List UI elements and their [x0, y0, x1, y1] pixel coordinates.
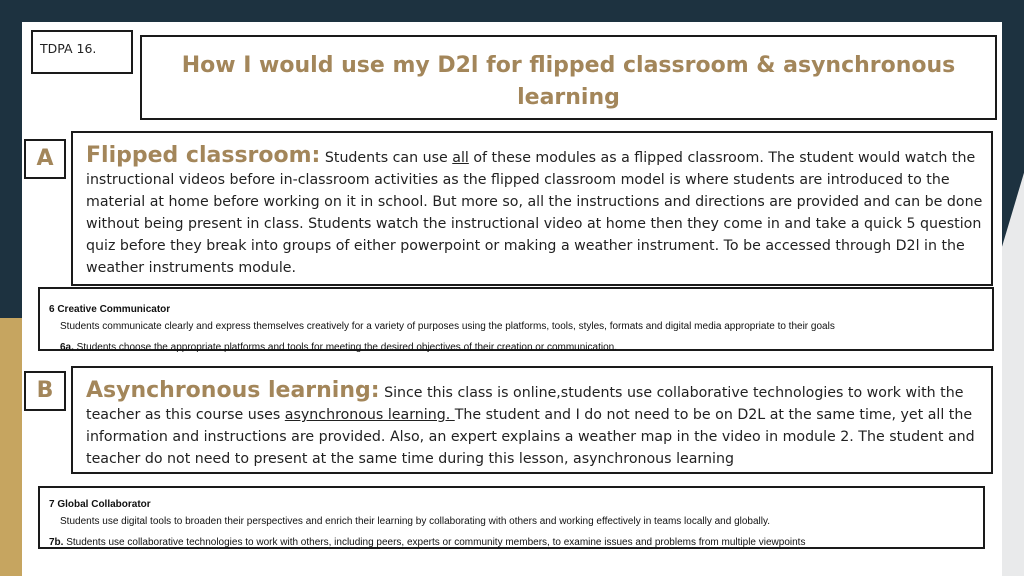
section-a-heading: Flipped classroom: [86, 143, 321, 168]
section-b-text-1: Since this class is online,students use collaborative technologies to work with the teacher as this course uses [86, 385, 964, 423]
section-a-underlined: all [452, 150, 469, 166]
standard-6-title: 6 Creative Communicator [49, 304, 171, 315]
section-b-letter: B [24, 371, 66, 411]
page-title: How I would use my D2l for flipped classroom & asynchronous learning [140, 35, 997, 120]
section-a-text-1: Students can use [320, 150, 453, 166]
standard-6a-text: Students choose the appropriate platforms and tools for meeting the desired objectives of their creation or communication. [73, 342, 617, 353]
section-b-text-2: The student and I do not need to be on D2L at the same time, yet all the information and instructions are provided. Also, an expert explains a weather map in the video in module 2. The student and teacher do not need to present at the same time during this lesson, asynchronous learning [86, 407, 975, 467]
standard-7-box [38, 486, 985, 549]
standard-7b-label: 7b. [49, 537, 64, 548]
section-a-text-2: of these modules as a flipped classroom. The student would watch the instructional videos before in-classroom activities as the flipped classroom model is where students are introduced to the material at home before working on it in school. But more so, all the instructions and directions are provided and can be done without being present in class. Students watch the instructional video at home then they come in and take a quick 5 question quiz before they break into groups of either powerpoint or making a weather instrument. To be accessed through D2l in the weather instruments module. [86, 150, 983, 276]
tag-label: TDPA 16. [31, 30, 133, 74]
section-b-body [71, 366, 993, 474]
standard-6-box [38, 287, 994, 351]
section-b-underlined: asynchronous learning. [284, 407, 455, 423]
standard-7-desc: Students use digital tools to broaden their perspectives and enrich their learning by collaborating with others and working effectively in teams locally and globally. [60, 516, 771, 527]
section-a-body [71, 131, 993, 286]
standard-7-title: 7 Global Collaborator [49, 499, 151, 510]
section-b-heading: Asynchronous learning: [86, 378, 380, 403]
section-a-letter: A [24, 139, 66, 179]
standard-6a-label: 6a. [60, 342, 74, 353]
standard-6-desc: Students communicate clearly and express themselves creatively for a variety of purposes using the platforms, tools, styles, formats and digital media appropriate to their goals [60, 321, 835, 332]
standard-7b-text: Students use collaborative technologies to work with others, including peers, experts or community members, to examine issues and problems from multiple viewpoints [63, 537, 806, 548]
